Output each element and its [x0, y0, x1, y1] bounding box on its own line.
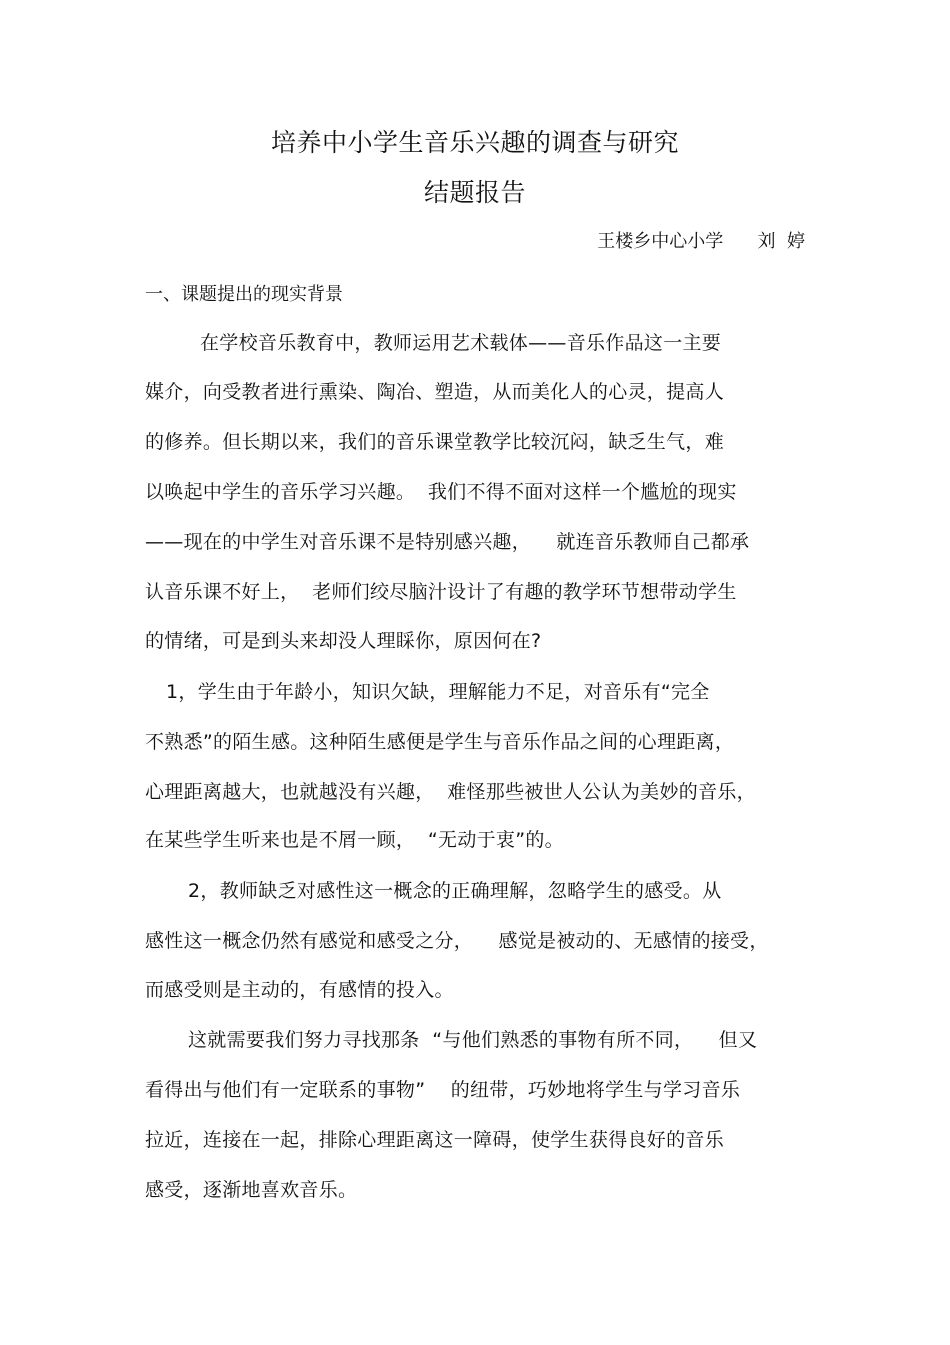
paragraph-line: 感性这一概念仍然有感觉和感受之分， 感觉是被动的、无感情的接受，: [145, 930, 769, 952]
section-heading: 一、课题提出的现实背景: [145, 284, 343, 305]
paragraph-line: 而感受则是主动的，有感情的投入。: [145, 979, 454, 1001]
paragraph-line: 看得出与他们有一定联系的事物” 的纽带，巧妙地将学生与学习音乐: [145, 1079, 741, 1101]
paragraph-line: 2，教师缺乏对感性这一概念的正确理解，忽略学生的感受。从: [188, 880, 722, 902]
paragraph-line: 感受，逐渐地喜欢音乐。: [145, 1179, 358, 1201]
paragraph-line: 在某些学生听来也是不屑一顾， “无动于衷”的。: [145, 829, 564, 851]
paragraph-line: 媒介，向受教者进行熏染、陶冶、塑造，从而美化人的心灵，提高人: [145, 381, 725, 403]
paragraph-line: ——现在的中学生对音乐课不是特别感兴趣， 就连音乐教师自己都承: [145, 531, 750, 553]
document-title: 培养中小学生音乐兴趣的调查与研究: [270, 128, 679, 157]
paragraph-line: 的情绪，可是到头来却没人理睬你，原因何在?: [145, 630, 542, 652]
paragraph-line: 不熟悉”的陌生感。这种陌生感便是学生与音乐作品之间的心理距离，: [145, 731, 735, 753]
paragraph-line: 认音乐课不好上， 老师们绞尽脑汁设计了有趣的教学环节想带动学生: [145, 581, 737, 603]
paragraph-line: 拉近，连接在一起，排除心理距离这一障碍，使学生获得良好的音乐: [145, 1129, 725, 1151]
paragraph-line: 以唤起中学生的音乐学习兴趣。 我们不得不面对这样一个尴尬的现实: [145, 481, 737, 503]
paragraph-line: 的修养。但长期以来，我们的音乐课堂教学比较沉闷，缺乏生气，难: [145, 431, 725, 453]
document-subtitle: 结题报告: [423, 178, 526, 207]
paragraph-line: 心理距离越大，也就越没有兴趣， 难怪那些被世人公认为美妙的音乐，: [145, 781, 756, 803]
paragraph-line: 在学校音乐教育中，教师运用艺术载体——音乐作品这一主要: [200, 332, 722, 354]
paragraph-line: 这就需要我们努力寻找那条 “与他们熟悉的事物有所不同， 但又: [188, 1029, 758, 1051]
author-line: 王楼乡中心小学 刘 婷: [597, 231, 805, 252]
paragraph-line: 1，学生由于年龄小，知识欠缺，理解能力不足，对音乐有“完全: [166, 681, 710, 703]
